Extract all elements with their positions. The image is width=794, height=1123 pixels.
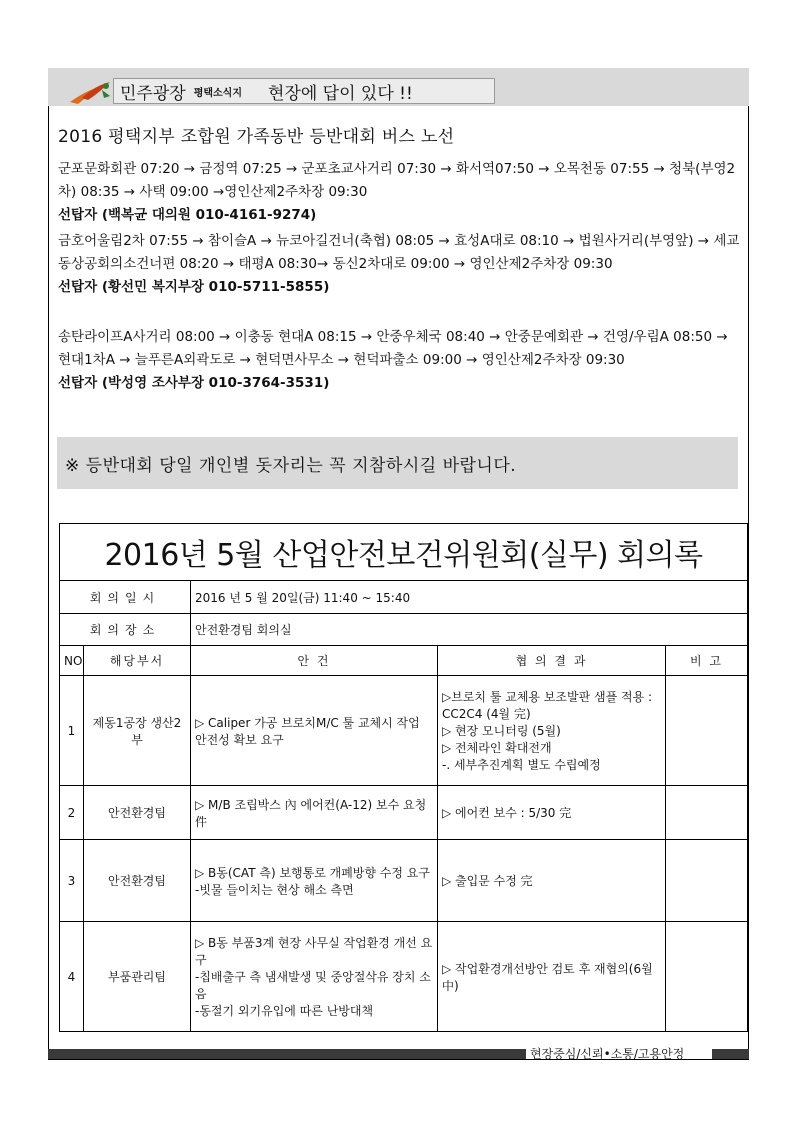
row-note [666, 840, 748, 922]
result-line: ▷ 작업환경개선방안 검토 후 재협의(6월 中) [442, 961, 653, 993]
col-header-note: 비 고 [666, 646, 748, 676]
row-dept: 안전환경팀 [84, 786, 191, 840]
route-text: 송탄라이프A사거리 08:00 → 이충동 현대A 08:15 → 안중우체국 08:40 → 안중문예회관 → 건영/우림A 08:50 → 현대1차A → 늘푸른A외곽도로 → 현덕면사무소 → 현덕파출소 09:00 → 영인산제2주차장 09:30 [58, 329, 728, 368]
row-agenda [191, 676, 438, 786]
footer-bar [48, 1049, 526, 1059]
brand-name: 민주광장 [120, 83, 186, 104]
row-result [438, 840, 666, 922]
header-slogan: 현장에 답이 있다 !! [268, 83, 413, 104]
route-guide: 선탑자 (황선민 복지부장 010-5711-5855) [58, 279, 330, 295]
row-note [666, 786, 748, 840]
brand-subtitle: 평택소식지 [193, 87, 243, 99]
row-dept: 부품관리팀 [84, 922, 191, 1032]
result-line: ▷브로치 툴 교체용 보조발판 샘플 적용 : CC2C4 (4월 完) [442, 690, 653, 721]
table-row [60, 676, 748, 786]
agenda-line: ▷ B동 부품3계 현장 사무실 작업환경 개선 요구 [195, 936, 433, 967]
running-figure-logo-icon [66, 78, 116, 106]
table-row [60, 840, 748, 922]
place-label: 회의장소 [60, 614, 191, 646]
notice-title: 2016 평택지부 조합원 가족동반 등반대회 버스 노선 [58, 127, 455, 147]
bus-route-1 [58, 158, 741, 227]
footer-slogan: 현장중심/신뢰•소통/고용안정 [530, 1047, 685, 1061]
bus-route-2 [58, 230, 741, 299]
agenda-line: ▷ M/B 조립박스 內 에어컨(A-12) 보수 요청 件 [195, 797, 427, 829]
agenda-line: -동절기 외기유입에 따른 난방대책 [195, 1004, 374, 1018]
route-text: 군포문화회관 07:20 → 금정역 07:25 → 군포초교사거리 07:30 → 화서역07:50 → 오목천동 07:55 → 청북(부영2차) 08:35 → 사택 09:00 →영인산제2주차장 09:30 [58, 161, 736, 200]
agenda-line: ▷ Caliper 가공 브로치M/C 툴 교체시 작업 안전성 확보 요구 [195, 715, 420, 747]
reminder-banner: ※ 등반대회 당일 개인별 돗자리는 꼭 지참하시길 바랍니다. [57, 437, 738, 489]
agenda-line: ▷ B동(CAT 측) 보행통로 개폐방향 수정 요구 [195, 865, 430, 880]
place-value: 안전환경팀 회의실 [191, 614, 748, 646]
date-value: 2016 년 5 월 20일(금) 11:40 ~ 15:40 [191, 581, 748, 614]
minutes-table [59, 523, 748, 1032]
row-agenda [191, 786, 438, 840]
row-result [438, 676, 666, 786]
row-dept: 제동1공장 생산2부 [84, 676, 191, 786]
route-guide: 선탑자 (백복균 대의원 010-4161-9274) [58, 207, 317, 223]
route-text: 금호어울림2차 07:55 → 참이슬A → 뉴코아길건너(축협) 08:05 → 효성A대로 08:10 → 법원사거리(부영앞) → 세교동상공회의소건너편 08:20 → 태평A 08:30→ 동신2차대로 09:00 → 영인산제2주차장 09:30 [58, 233, 740, 272]
row-dept: 안전환경팀 [84, 840, 191, 922]
row-no: 3 [60, 840, 84, 922]
col-header-dept: 해당부서 [84, 646, 191, 676]
result-line: ▷ 에어컨 보수 : 5/30 完 [442, 806, 572, 820]
row-result [438, 786, 666, 840]
bus-route-3 [58, 326, 741, 395]
col-header-agenda: 안 건 [191, 646, 438, 676]
header-banner [113, 78, 495, 104]
row-no: 2 [60, 786, 84, 840]
route-guide: 선탑자 (박성영 조사부장 010-3764-3531) [58, 375, 330, 391]
row-agenda [191, 840, 438, 922]
row-agenda [191, 922, 438, 1032]
col-header-result: 협 의 결 과 [438, 646, 666, 676]
footer-bar [712, 1049, 749, 1059]
row-note [666, 922, 748, 1032]
result-line: ▷ 현장 모니터링 (5월) [442, 724, 561, 738]
result-line: ▷ 출입문 수정 完 [442, 874, 533, 888]
col-header-no: NO [60, 646, 84, 676]
row-note [666, 676, 748, 786]
table-row [60, 922, 748, 1032]
date-label: 회의일시 [60, 581, 191, 614]
row-no: 4 [60, 922, 84, 1032]
table-row [60, 786, 748, 840]
meeting-minutes [59, 523, 747, 1037]
result-line: -. 세부추진계획 별도 수립예정 [442, 758, 601, 772]
result-line: ▷ 전체라인 확대전개 [442, 741, 552, 755]
row-result [438, 922, 666, 1032]
agenda-line: -빗물 들이치는 현상 해소 측면 [195, 882, 354, 897]
agenda-line: -칩배출구 측 냄새발생 및 중앙절삭유 장치 소음 [195, 970, 431, 1001]
row-no: 1 [60, 676, 84, 786]
minutes-title: 2016년 5월 산업안전보건위원회(실무) 회의록 [60, 524, 748, 581]
